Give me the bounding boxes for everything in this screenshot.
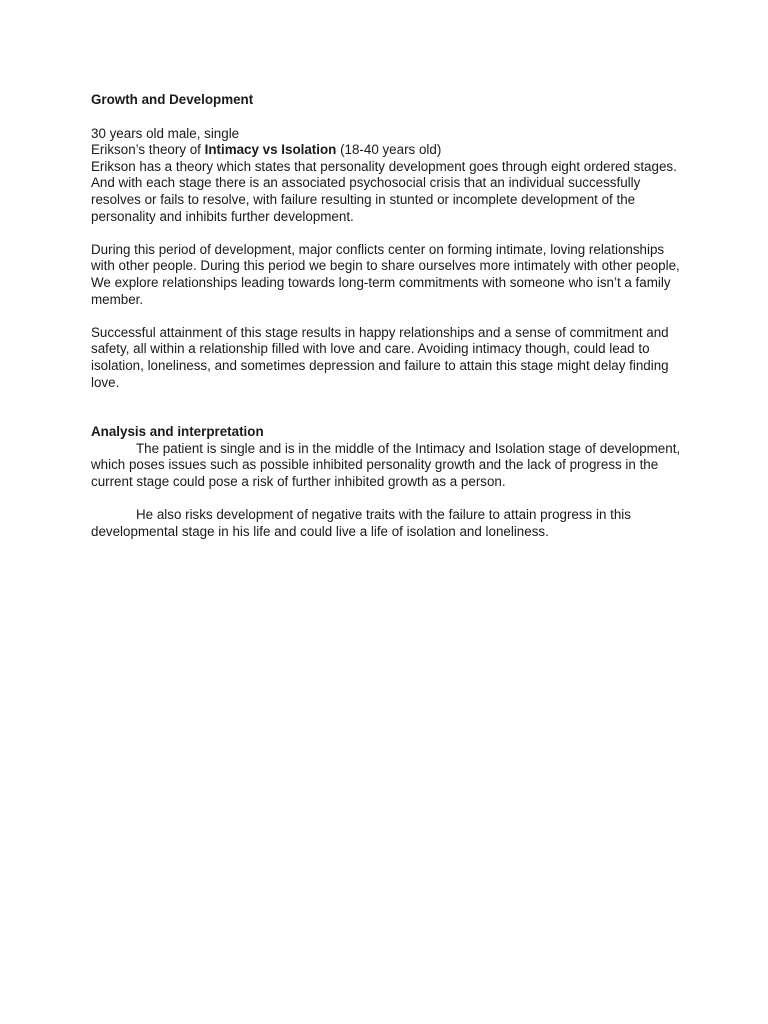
document-page: [91, 92, 681, 540]
risk-paragraph: He also risks development of negative traits with the failure to attain progress in this developmental stage in his life and could live a life of isolation and loneliness.: [91, 507, 631, 539]
erikson-theory-paragraph: Erikson has a theory which states that personality development goes through eight ordered stages. And with each stage there is an associated psychosocial crisis that an individual successfully resolves or fails to resolve, with failure resulting in stunted or incomplete development of the personality and inhibits further development.: [91, 158, 677, 224]
spacer: [91, 308, 681, 325]
spacer: [91, 109, 681, 126]
theory-name: Intimacy vs Isolation: [204, 142, 337, 158]
stage-attainment-paragraph: Successful attainment of this stage results in happy relationships and a sense of commitment and safety, all within a relationship filled with love and care. Avoiding intimacy though, could lead to isolation, loneliness, and sometimes depression and failure to attain this stage might delay finding love.: [91, 324, 669, 390]
section-heading-analysis: Analysis and interpretation: [91, 424, 264, 440]
spacer: [91, 225, 681, 242]
spacer: [91, 391, 681, 424]
theory-line: [91, 142, 681, 159]
analysis-paragraph: The patient is single and is in the middle of the Intimacy and Isolation stage of development, which poses issues such as possible inhibited personality growth and the lack of progress in the current stage could pose a risk of further inhibited growth as a person.: [91, 440, 681, 489]
section-heading-growth-development: Growth and Development: [91, 92, 254, 107]
spacer: [91, 490, 681, 507]
theory-suffix: (18-40 years old): [336, 142, 442, 158]
theory-prefix: Erikson’s theory of: [91, 142, 205, 158]
development-conflicts-paragraph: During this period of development, major conflicts center on forming intimate, loving relationships with other people. During this period we begin to share ourselves more intimately with other people, We explore relationships leading towards long-term commitments with someone who isn’t a family member.: [91, 241, 680, 307]
patient-profile-line: 30 years old male, single: [91, 125, 240, 141]
